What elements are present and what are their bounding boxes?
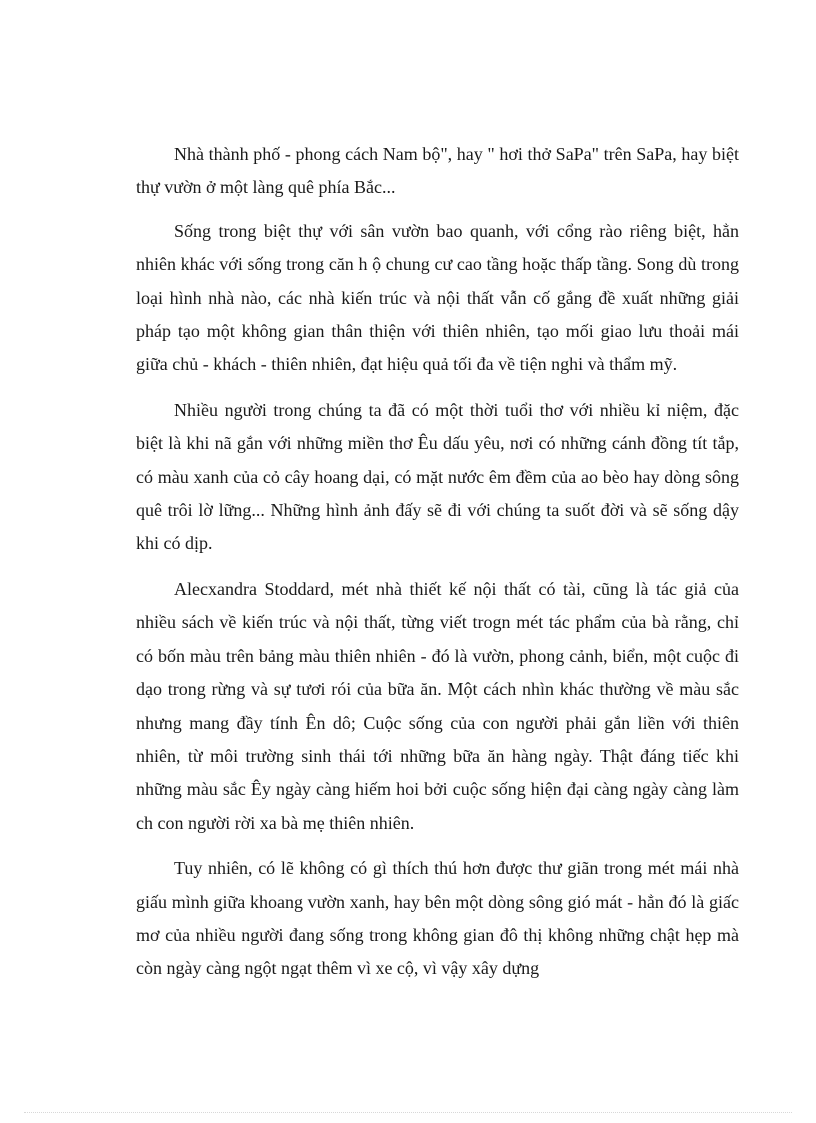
paragraph-1: Nhà thành phố - phong cách Nam bộ", hay " hơi thở SaPa" trên SaPa, hay biệt thự vườn ở một làng quê phía Bắc... — [136, 144, 739, 198]
paragraph-2: Sống trong biệt thự với sân vườn bao quanh, với cổng rào riêng biệt, hẳn nhiên khác với sống trong căn h ộ chung cư cao tầng hoặc thấp tầng. Song dù trong loại hình nhà nào, các nhà kiến trúc và nội thất vẫn cố gắng đề xuất những giải pháp tạo một không gian thân thiện với thiên nhiên, tạo mối giao lưu thoải mái giữa chủ - khách - thiên nhiên, đạt hiệu quả tối đa về tiện nghi và thẩm mỹ. — [136, 220, 739, 375]
page-bottom-divider — [24, 1112, 792, 1113]
document-body — [136, 138, 739, 998]
paragraph-3: Nhiều người trong chúng ta đã có một thời tuổi thơ với nhiều kỉ niệm, đặc biệt là khi nã gắn với những miền thơ Êu dấu yêu, nơi có những cánh đồng tít tắp, có màu xanh của cỏ cây hoang dại, có mặt nước êm đềm của ao bèo hay dòng sông quê trôi lờ lững... Những hình ảnh đấy sẽ đi với chúng ta suốt đời và sẽ sống dậy khi có dịp. — [136, 399, 739, 554]
paragraph-4: Alecxandra Stoddard, mét nhà thiết kế nội thất có tài, cũng là tác giả của nhiều sách về kiến trúc và nội thất, từng viết trogn mét tác phẩm của bà rằng, chỉ có bốn màu trên bảng màu thiên nhiên - đó là vườn, phong cảnh, biển, một cuộc đi dạo trong rừng và sự tươi rói của bữa ăn. Một cách nhìn khác thường về màu sắc nhưng mang đầy tính Ên dô; Cuộc sống của con người phải gắn liền với thiên nhiên, từ môi trường sinh thái tới những bữa ăn hàng ngày. Thật đáng tiếc khi những màu sắc Êy ngày càng hiếm hoi bởi cuộc sống hiện đại càng ngày càng làm ch con người rời xa bà mẹ thiên nhiên. — [136, 578, 739, 833]
paragraph-5: Tuy nhiên, có lẽ không có gì thích thú hơn được thư giãn trong mét mái nhà giấu mình giữa khoang vườn xanh, hay bên một dòng sông gió mát - hẳn đó là giấc mơ của nhiều người đang sống trong không gian đô thị không những chật hẹp mà còn ngày càng ngột ngạt thêm vì xe cộ, vì vậy xây dựng — [136, 858, 739, 979]
